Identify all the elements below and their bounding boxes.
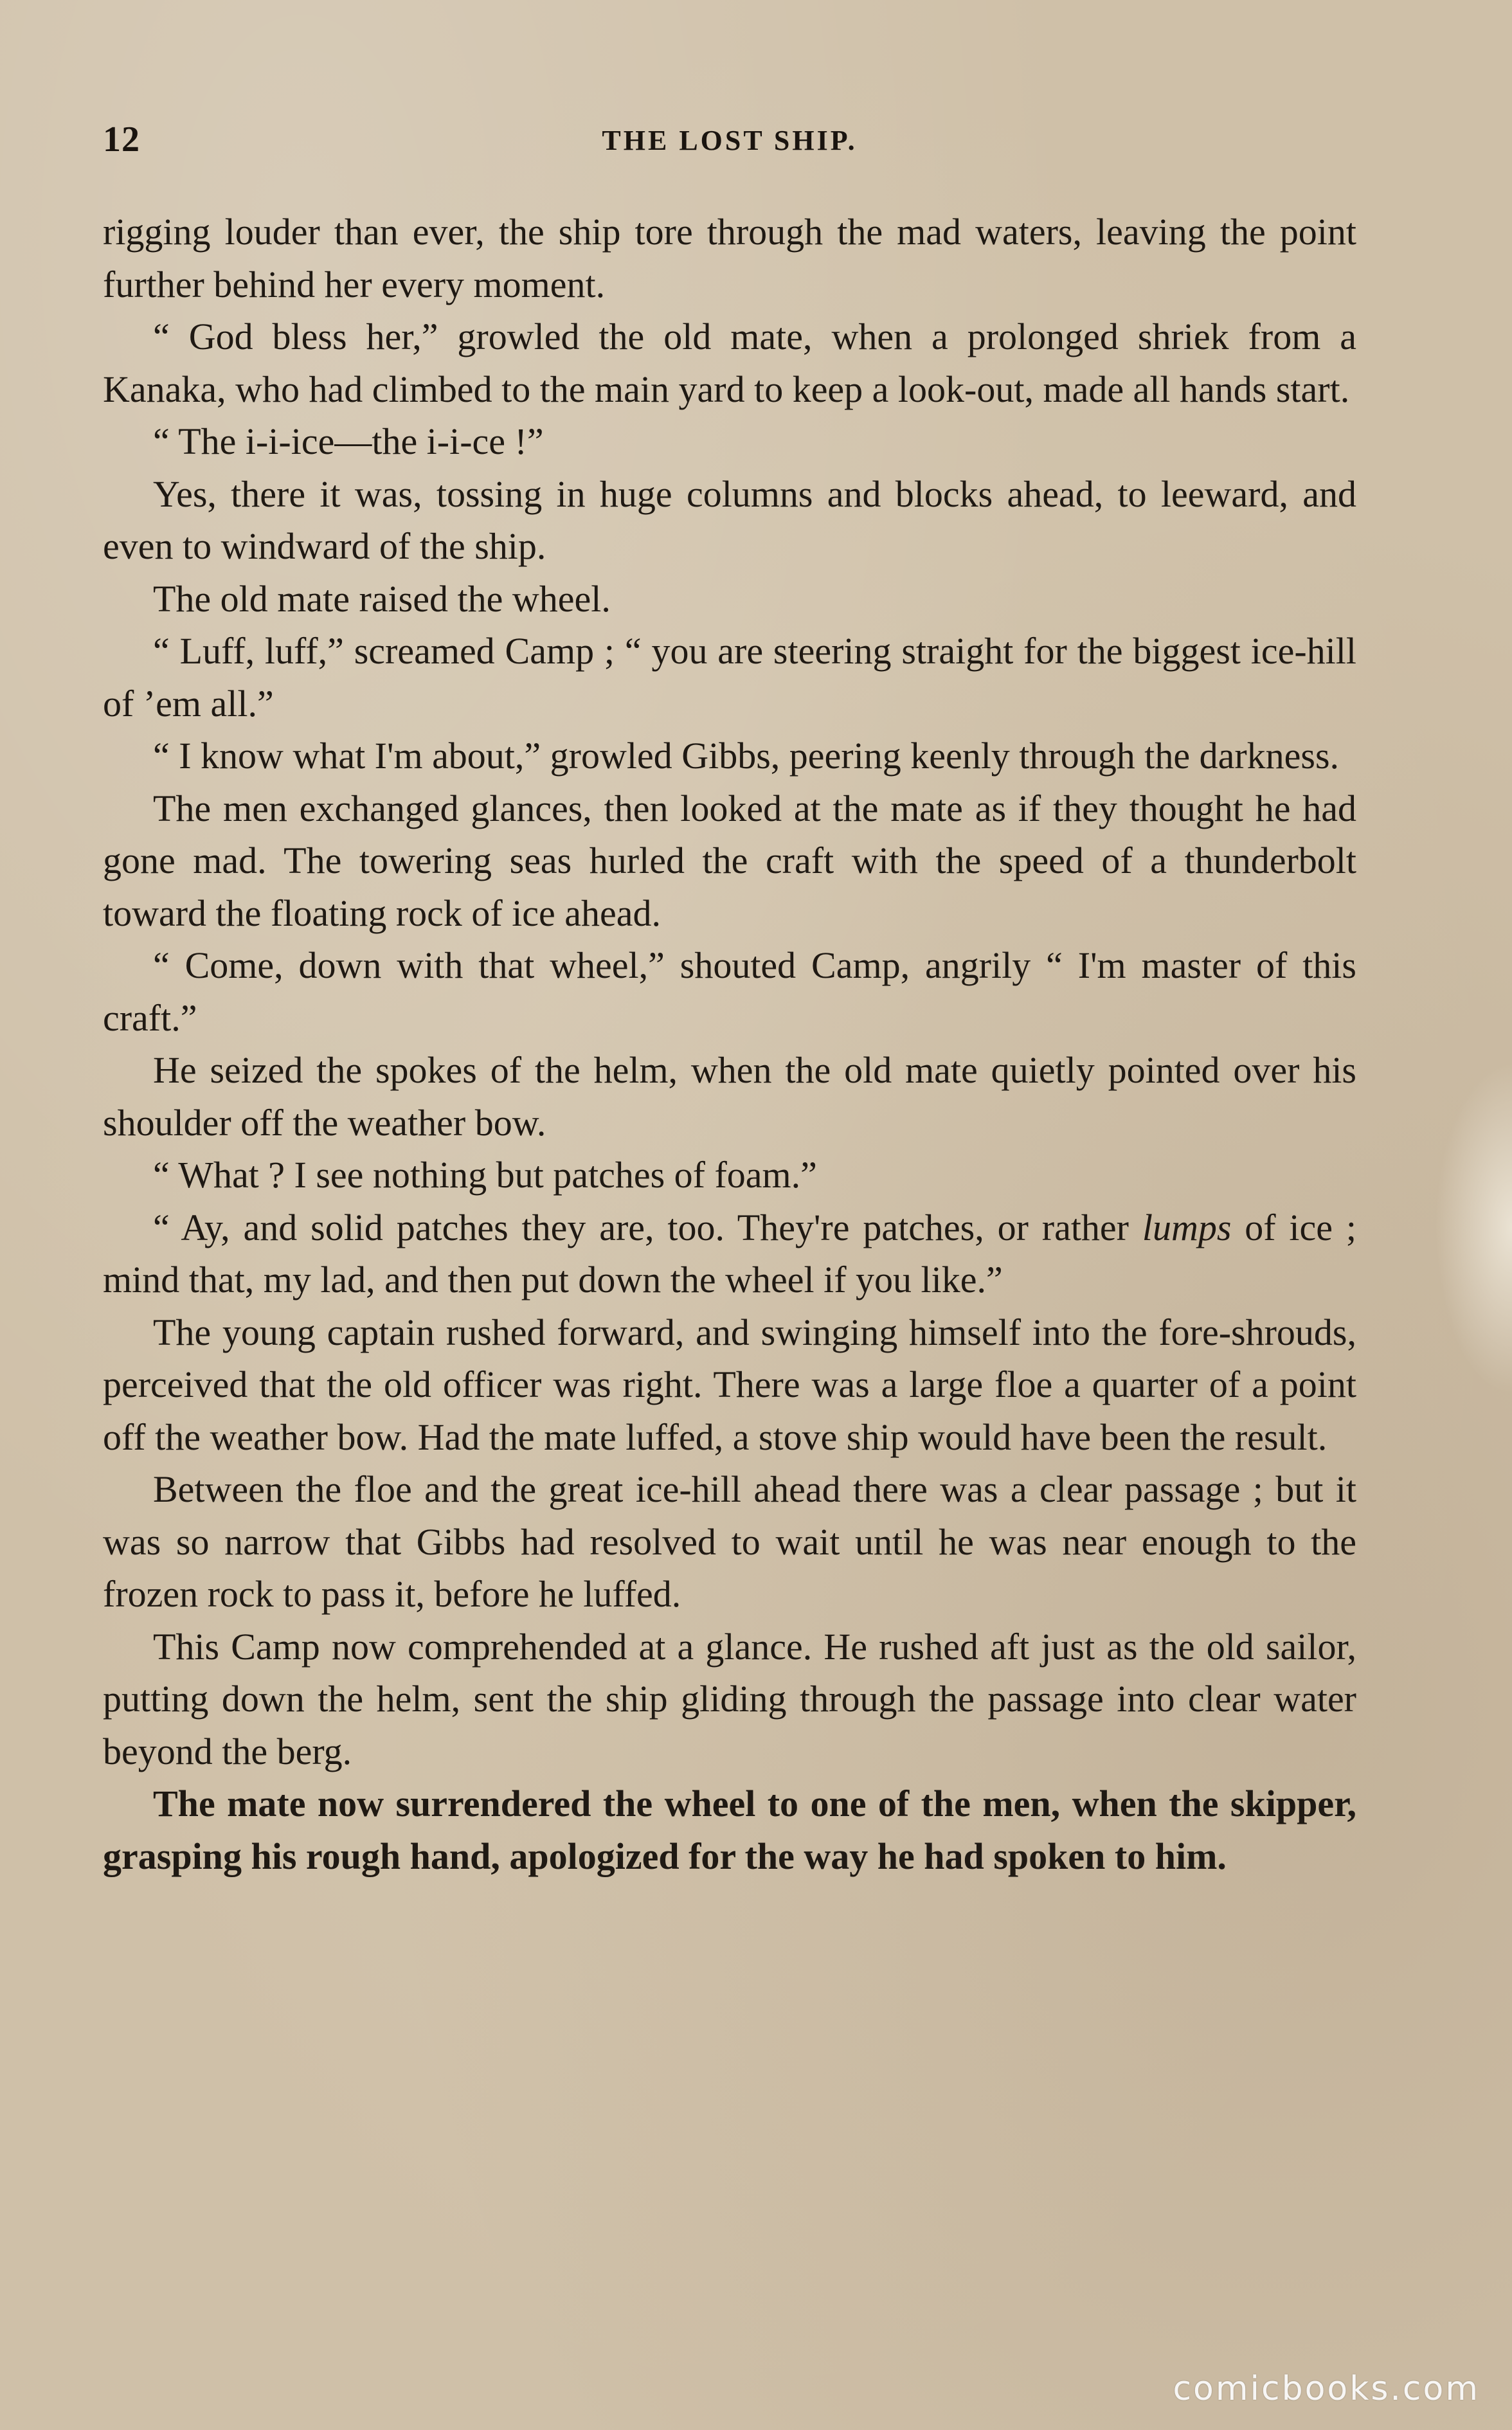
text-segment: “ Come, down with that wheel,” shouted Camp, angrily “ I'm master of this craft.” [103,944,1356,1039]
paragraph [103,1044,1356,1149]
text-segment: “ I know what I'm about,” growled Gibbs, peering keenly through the darkness. [153,735,1340,777]
text-segment: He seized the spokes of the helm, when the old mate quietly pointed over his shoulder off the weather bow. [103,1049,1356,1144]
text-segment: The men exchanged glances, then looked at the mate as if they thought he had gone mad. The towering seas hurled the craft with the speed of a thunderbolt toward the floating rock of ice ahead. [103,787,1356,934]
page-header [103,119,1356,164]
text-segment: Between the floe and the great ice-hill ahead there was a clear passage ; but it was so narrow that Gibbs had resolved to wait until he was near enough to the frozen rock to pass it, before he luffed. [103,1468,1356,1615]
text-segment: “ Luff, luff,” screamed Camp ; “ you are steering straight for the biggest ice-hill of ’em all.” [103,630,1356,724]
text-segment: “ What ? I see nothing but patches of foam.” [153,1154,817,1196]
running-title: THE LOST SHIP. [602,125,858,156]
paragraph [103,939,1356,1044]
paragraph [103,310,1356,415]
paragraph [103,730,1356,782]
paragraph [103,573,1356,626]
site-watermark: comicbooks.com [1173,2370,1480,2408]
paragraph [103,206,1356,310]
text-segment: “ Ay, and solid patches they are, too. They're patches, or rather [153,1206,1142,1248]
paragraph [103,468,1356,573]
paragraph [103,782,1356,940]
paragraph [103,1306,1356,1464]
page-edge-stain [1435,1061,1512,1395]
italic-text-segment: lumps [1142,1206,1232,1248]
text-segment: Yes, there it was, tossing in huge columns and blocks ahead, to leeward, and even to windward of the ship. [103,473,1356,567]
paragraph [103,1778,1356,1882]
page-number: 12 [103,120,140,159]
paragraph [103,1149,1356,1202]
text-segment: This Camp now comprehended at a glance. He rushed aft just as the old sailor, putting down the helm, sent the ship gliding through the passage into clear water beyond the berg. [103,1625,1356,1772]
paragraph [103,1621,1356,1778]
paragraph [103,625,1356,730]
paragraph [103,1463,1356,1621]
text-segment: The old mate raised the wheel. [153,577,611,620]
text-segment: The mate now surrendered the wheel to one of the men, when the skipper, grasping his rough hand, apologized for the way he had spoken to him. [103,1783,1356,1877]
text-segment: “ The i-i-ice—the i-i-ce !” [153,420,544,462]
text-segment: The young captain rushed forward, and swinging himself into the fore-shrouds, perceived that the old officer was right. There was a large floe a quarter of a point off the weather bow. Had the mate luffed, a stove ship would have been the result. [103,1311,1356,1458]
text-segment: of ice ; mind that, my lad, and then put down the wheel if you like.” [103,1206,1356,1300]
text-segment: rigging louder than ever, the ship tore through the mad waters, leaving the point further behind her every moment. [103,211,1356,305]
text-segment: “ God bless her,” growled the old mate, when a prolonged shriek from a Kanaka, who had climbed to the main yard to keep a look-out, made all hands start. [103,316,1356,410]
paragraph [103,1202,1356,1306]
paragraph [103,415,1356,468]
body-text [103,206,1356,1882]
